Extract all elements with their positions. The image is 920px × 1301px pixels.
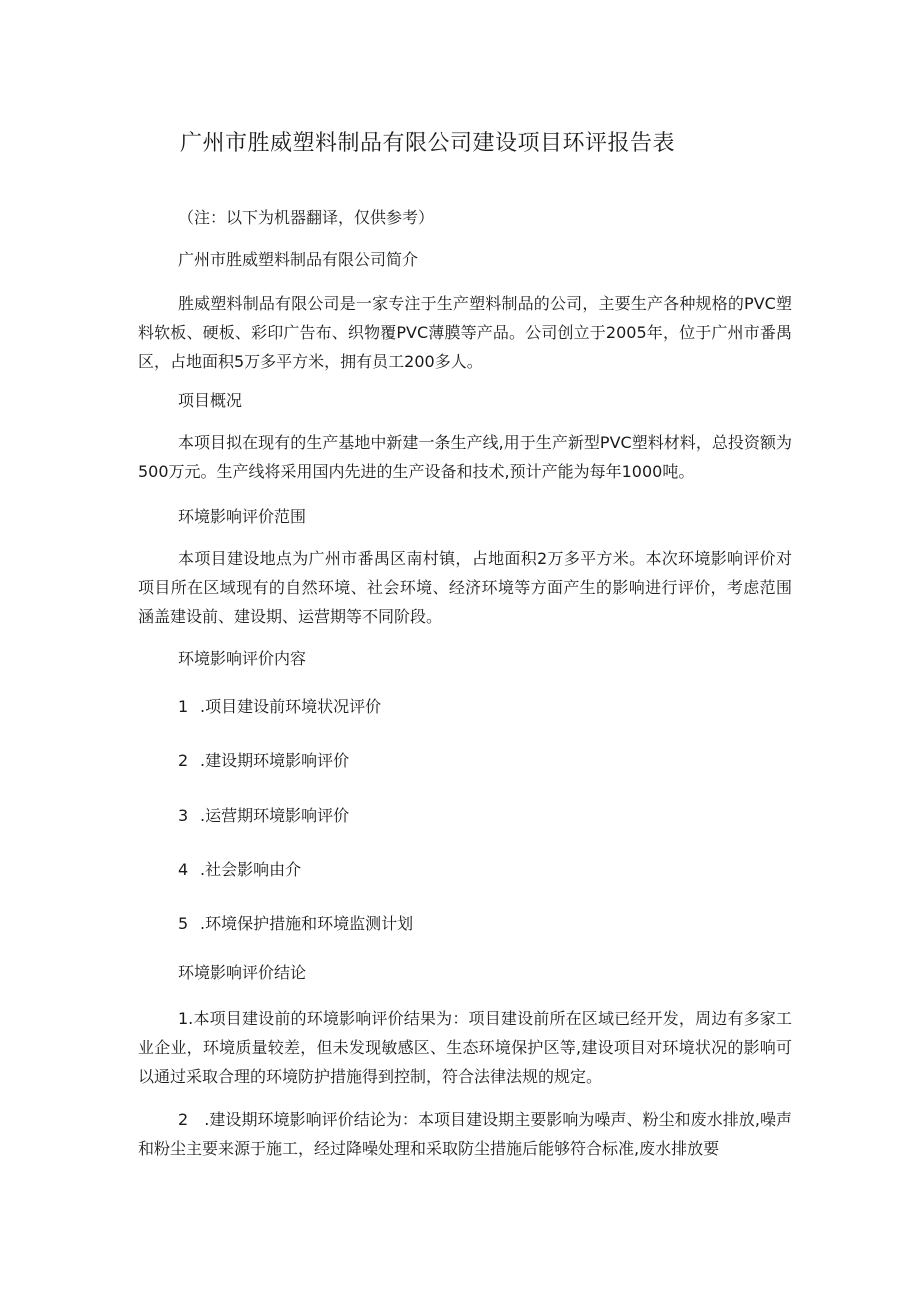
list-item [178, 857, 301, 883]
list-item [178, 748, 349, 774]
list-item [178, 803, 349, 829]
list-item-number: 2 [178, 751, 189, 770]
list-item-number: 1 [178, 697, 189, 716]
section-heading-scope: 环境影响评价范围 [178, 507, 307, 526]
list-item-text: .项目建设前环境状况评价 [200, 697, 382, 716]
conclusion-paragraph-1: 1.本项目建设前的环境影响评价结果为：项目建设前所在区域已经开发，周边有多家工业企业，环境质量较差，但未发现敏感区、生态环境保护区等,建设项目对环境状况的影响可以通过采取合理的环境防护措施得到控制，符合法律法规的规定。 [138, 1009, 792, 1086]
section-heading-company-intro: 广州市胜威塑料制品有限公司简介 [178, 250, 419, 269]
list-item [178, 694, 381, 720]
list-item-text: .环境保护措施和环境监测计划 [200, 914, 414, 933]
list-item-number: 4 [178, 860, 189, 879]
project-overview-paragraph: 本项目拟在现有的生产基地中新建一条生产线,用于生产新型PVC塑料材料，总投资额为500万元。生产线将采用国内先进的生产设备和技术,预计产能为每年1000吨。 [138, 433, 792, 481]
scope-paragraph: 本项目建设地点为广州市番禺区南村镇，占地面积2万多平方米。本次环境影响评价对项目所在区域现有的自然环境、社会环境、经济环境等方面产生的影响进行评价，考虑范围涵盖建设前、建设期、运营期等不同阶段。 [138, 549, 792, 626]
document-title: 广州市胜威塑料制品有限公司建设项目环评报告表 [180, 131, 676, 156]
translation-note: （注：以下为机器翻译，仅供参考） [178, 208, 435, 227]
list-item-text: .社会影响由介 [200, 860, 302, 879]
list-item-number: 5 [178, 914, 189, 933]
section-heading-content: 环境影响评价内容 [178, 649, 307, 668]
list-item-text: .运营期环境影响评价 [200, 806, 350, 825]
section-heading-conclusion: 环境影响评价结论 [178, 963, 307, 982]
section-heading-project-overview: 项目概况 [178, 391, 243, 410]
conclusion-paragraph-2: 2 .建设期环境影响评价结论为：本项目建设期主要影响为噪声、粉尘和废水排放,噪声和粉尘主要来源于施工，经过降噪处理和采取防尘措施后能够符合标准,废水排放要 [138, 1110, 792, 1158]
list-item [178, 911, 413, 937]
list-item-number: 3 [178, 806, 189, 825]
list-item-text: .建设期环境影响评价 [200, 751, 350, 770]
company-intro-paragraph: 胜威塑料制品有限公司是一家专注于生产塑料制品的公司，主要生产各种规格的PVC塑料软板、硬板、彩印广告布、织物覆PVC薄膜等产品。公司创立于2005年，位于广州市番禺区，占地面积5万多平方米，拥有员工200多人。 [138, 294, 792, 371]
